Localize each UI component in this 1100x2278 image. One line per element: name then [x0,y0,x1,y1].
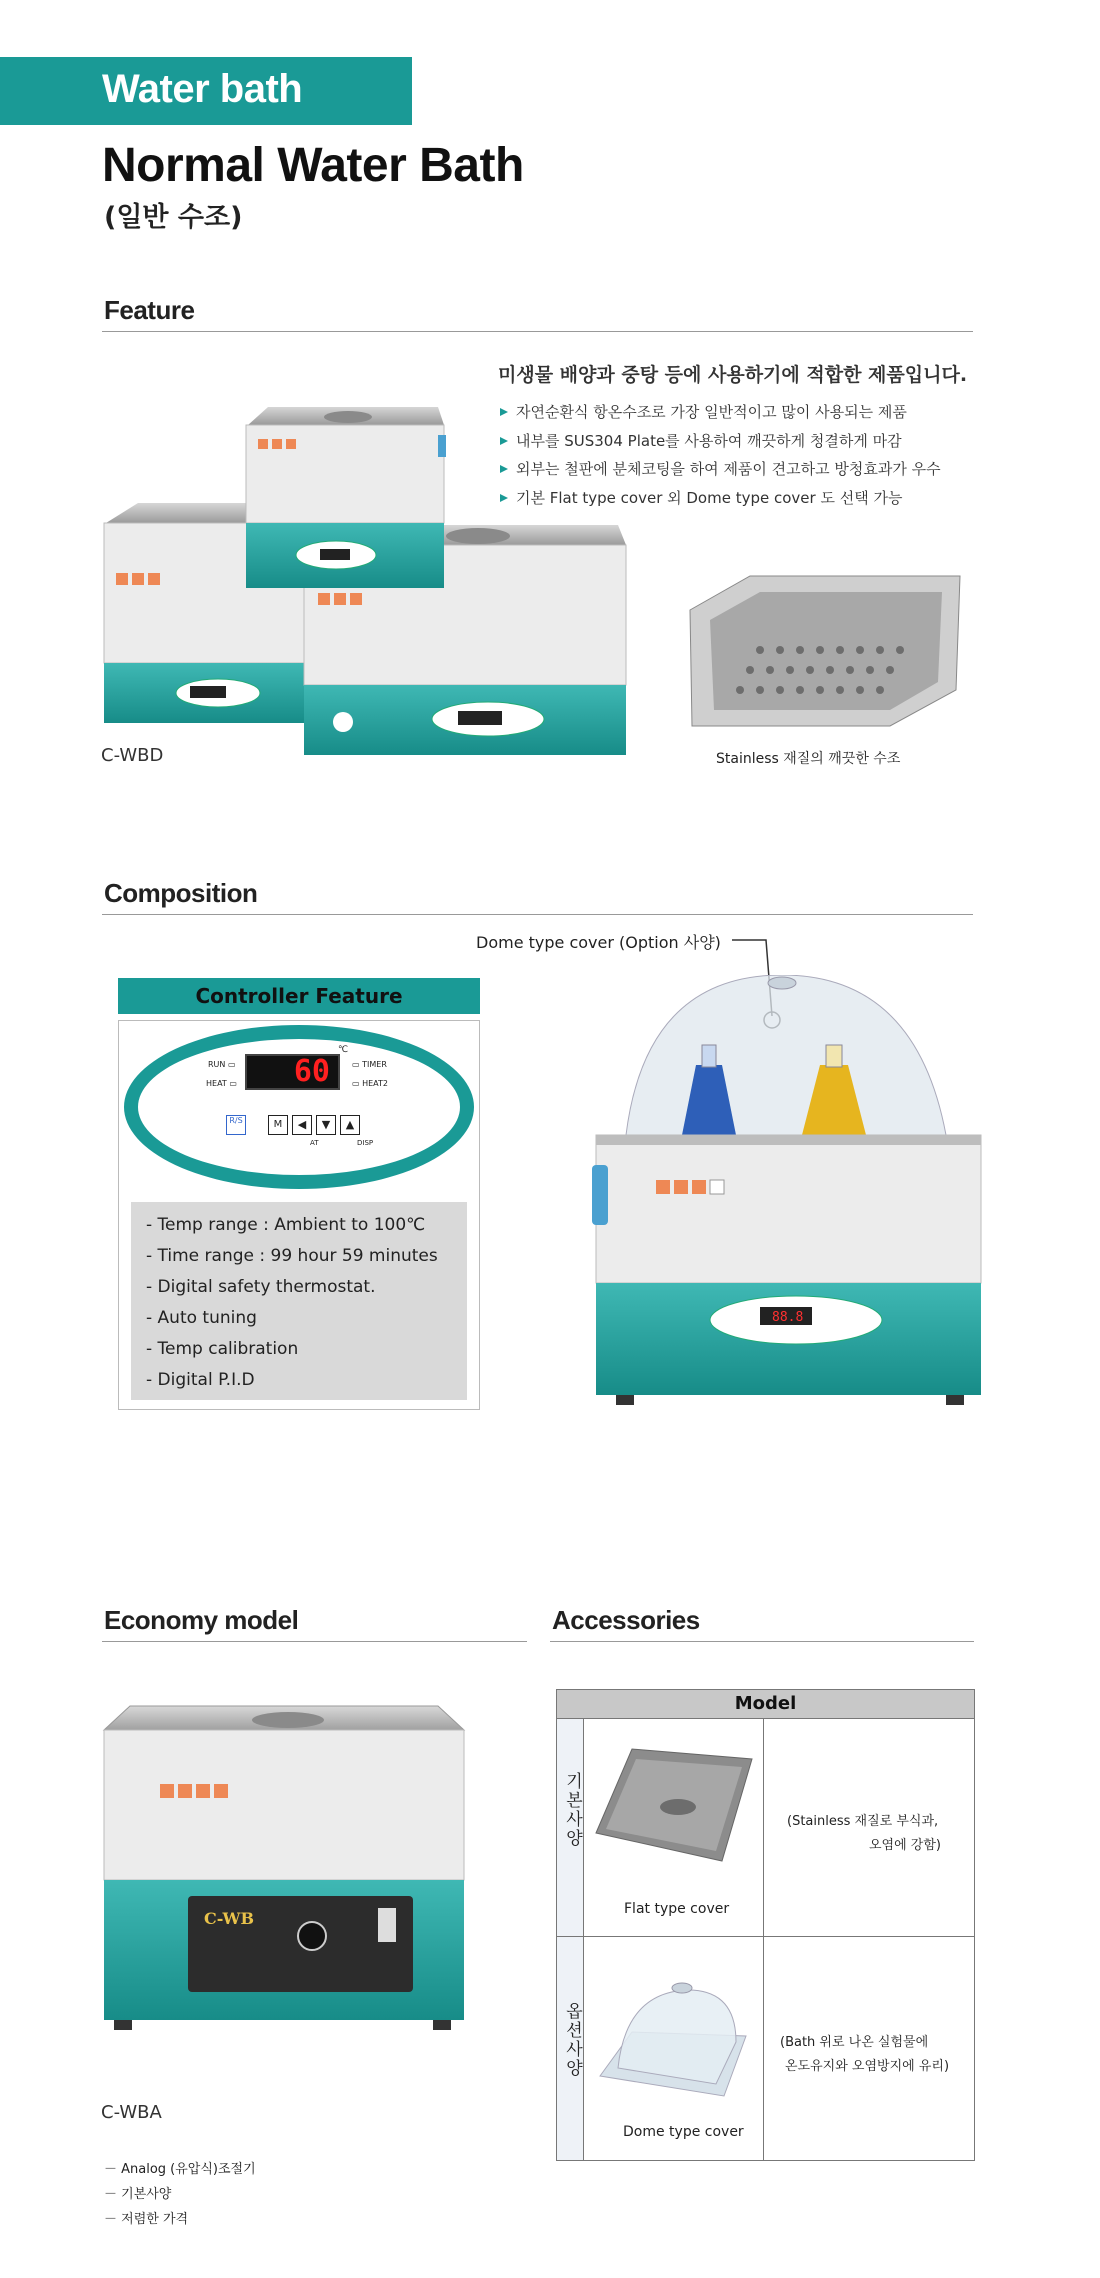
feature-bullet: 자연순환식 항온수조로 가장 일반적이고 많이 사용되는 제품 [498,398,941,427]
accessories-table-header [556,1689,975,1719]
timer-indicator-label: ▭ TIMER [352,1060,387,1069]
at-label: AT [310,1139,319,1147]
accessory-side-label: 옵션사양 [562,2002,582,2078]
feature-bullet: 기본 Flat type cover 외 Dome type cover 도 선택 가능 [498,484,941,513]
feature-section-title: Feature [104,295,195,325]
unit-display-value: 88.8 [772,1310,804,1325]
economy-notes [104,2157,256,2232]
run-indicator-label: RUN ▭ [208,1060,236,1069]
mode-button[interactable]: M [268,1115,288,1135]
economy-brand: C-WB [204,1909,254,1928]
accessory-caption: Flat type cover [624,1901,730,1917]
rs-button[interactable]: R/S [226,1115,246,1135]
economy-water-bath-image [98,1700,478,2040]
controller-feature-header [118,978,480,1014]
feature-bullet-list [498,398,941,512]
disp-label: DISP [357,1139,374,1147]
heat2-indicator-label: ▭ HEAT2 [352,1079,389,1088]
category-banner [0,57,412,125]
dome-cover-accessory-image [596,1972,756,2102]
controller-feature-title: Controller Feature [195,984,403,1008]
model-label-c-wba: C-WBA [101,2102,162,2123]
economy-note: － 저렴한 가격 [104,2212,189,2227]
controller-spec-list [146,1210,438,1396]
accessory-side-label: 기본사양 [562,1772,582,1848]
feature-divider [102,331,973,332]
accessories-header-label: Model [734,1693,797,1714]
temperature-display-value: 60 [293,1054,330,1089]
dome-cover-water-bath-image [586,975,991,1425]
up-triangle-icon: ▲ [345,1118,355,1131]
controller-oval-panel [124,1025,474,1189]
spec-item: - Digital P.I.D [146,1370,255,1390]
economy-section-title: Economy model [104,1605,299,1635]
celsius-unit-label: ℃ [338,1045,349,1055]
composition-section-title: Composition [104,878,258,908]
down-triangle-icon: ▼ [321,1118,331,1131]
accessory-caption: Dome type cover [623,2124,744,2140]
left-arrow-button[interactable] [292,1115,312,1135]
accessory-desc-line: 오염에 강함) [869,1838,941,1853]
accessory-desc-line: (Bath 위로 나온 실험물에 [780,2035,929,2050]
spec-item: - Time range : 99 hour 59 minutes [146,1246,438,1266]
page-title: Normal Water Bath [102,139,524,192]
temperature-display [245,1054,340,1090]
economy-divider [102,1641,527,1642]
feature-bullet: 외부는 철판에 분체코팅을 하여 제품이 견고하고 방청효과가 우수 [498,455,941,484]
spec-item: - Temp calibration [146,1339,299,1359]
feature-bullet: 내부를 SUS304 Plate를 사용하여 깨끗하게 청결하게 마감 [498,427,941,456]
left-triangle-icon: ◀ [297,1118,307,1131]
model-label-c-wbd: C-WBD [101,745,164,766]
accessories-divider [550,1641,974,1642]
economy-note: － 기본사양 [104,2187,172,2202]
accessory-desc-line: (Stainless 재질로 부식과, [787,1814,939,1829]
accessory-desc-line: 온도유지와 오염방지에 유리) [785,2059,950,2074]
economy-note: － Analog (유압식)조절기 [104,2162,256,2177]
dome-cover-label: Dome type cover (Option 사양) [476,933,721,952]
spec-item: - Digital safety thermostat. [146,1277,376,1297]
spec-item: - Temp range : Ambient to 100℃ [146,1215,426,1235]
basket-caption: Stainless 재질의 깨끗한 수조 [716,751,901,767]
composition-divider [102,914,973,915]
category-label: Water bath [102,67,303,111]
heat-indicator-label: HEAT ▭ [206,1079,237,1088]
spec-item: - Auto tuning [146,1308,257,1328]
flat-cover-image [592,1745,756,1865]
accessories-section-title: Accessories [552,1605,700,1635]
stainless-basket-image [680,570,970,730]
feature-headline: 미생물 배양과 중탕 등에 사용하기에 적합한 제품입니다. [498,364,968,386]
down-arrow-button[interactable] [316,1115,336,1135]
up-arrow-button[interactable] [340,1115,360,1135]
page-subtitle: (일반 수조) [104,202,243,233]
